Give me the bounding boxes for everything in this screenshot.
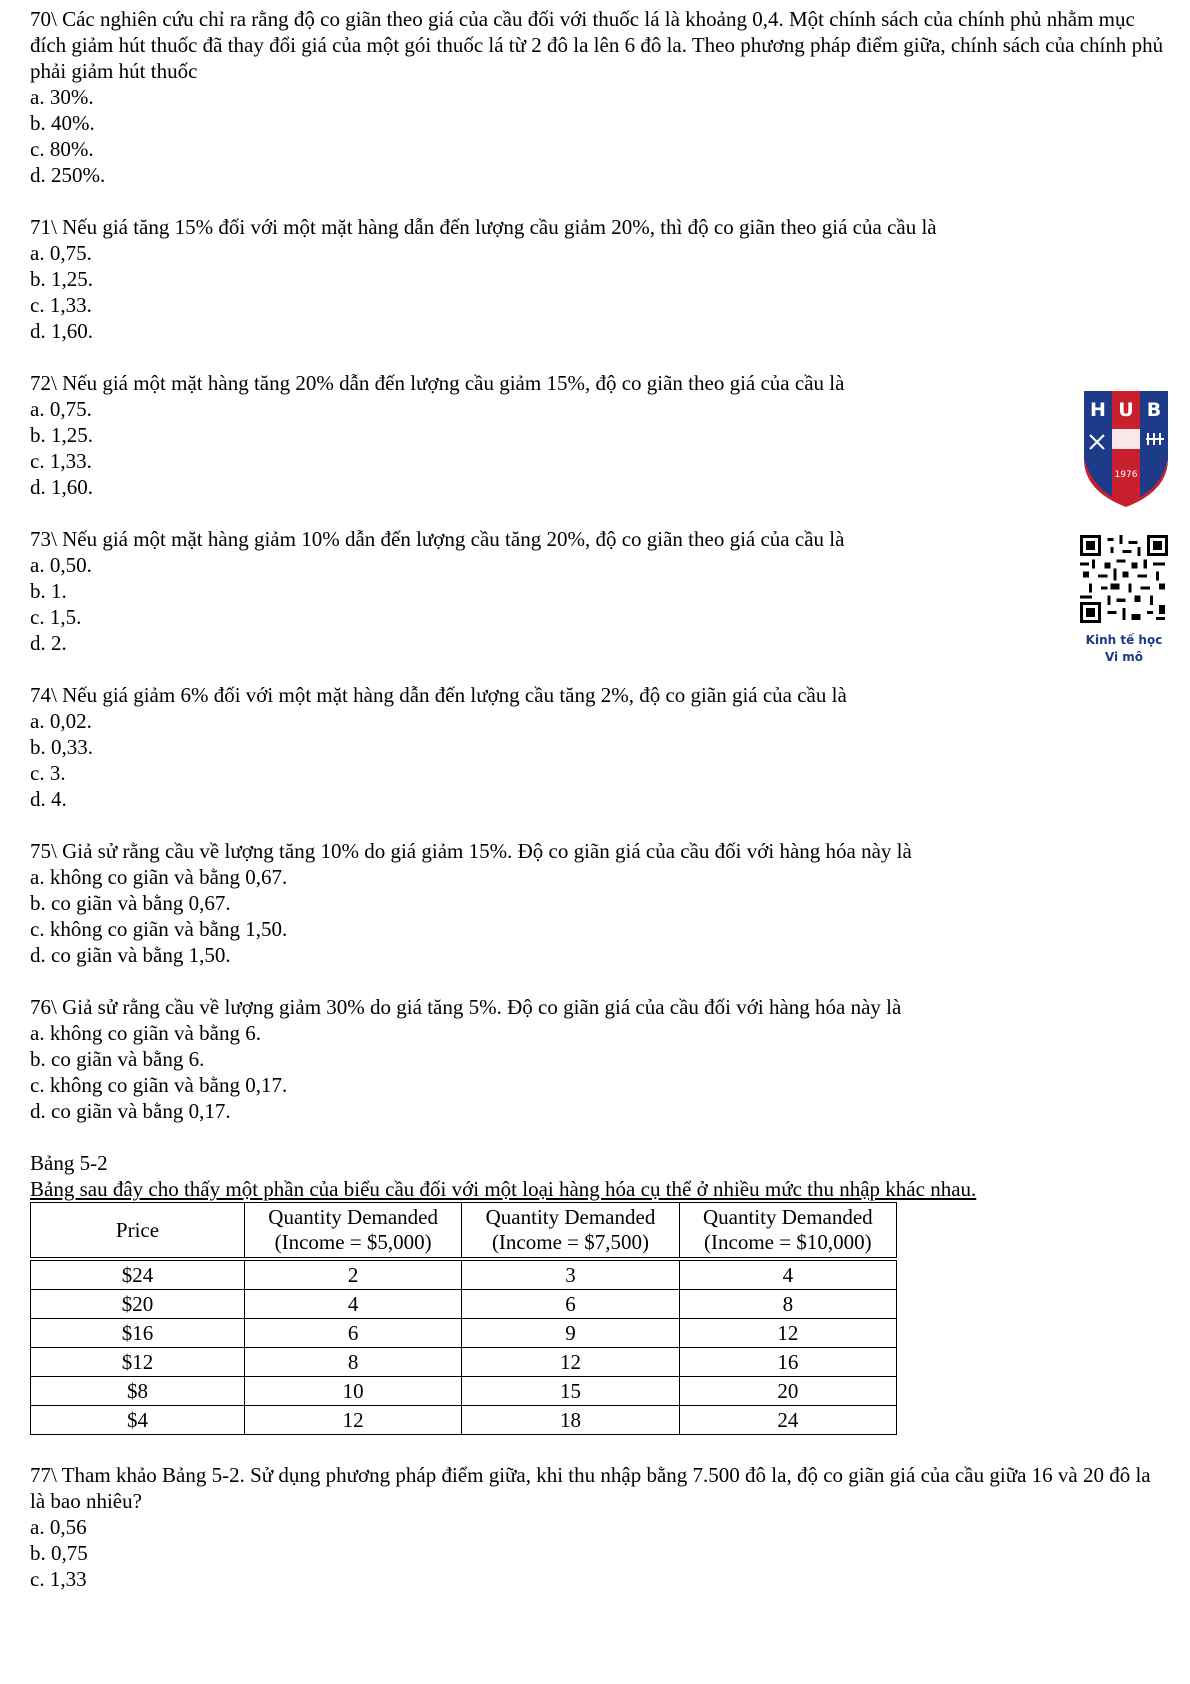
answer-option: c. 1,33. xyxy=(30,293,92,317)
answer-option: b. co giãn và bằng 6. xyxy=(30,1047,205,1071)
table-row xyxy=(31,1319,897,1348)
question-text: 71\ Nếu giá tăng 15% đối với một mặt hàng dẫn đến lượng cầu giảm 20%, thì độ co giãn theo giá của cầu là xyxy=(30,215,937,239)
answer-option: d. 4. xyxy=(30,787,67,811)
answer-option: d. 1,60. xyxy=(30,319,93,343)
header-line: Quantity Demanded xyxy=(702,1205,873,1229)
document-body xyxy=(30,6,1170,1618)
answer-option: d. 2. xyxy=(30,631,67,655)
question-70 xyxy=(30,6,1170,188)
header-line: (Income = $10,000) xyxy=(704,1230,872,1254)
table-title: Bảng 5-2 xyxy=(30,1151,108,1175)
header-line: (Income = $7,500) xyxy=(491,1230,649,1254)
table-cell-price: $20 xyxy=(31,1290,245,1319)
table-cell: 2 xyxy=(244,1259,461,1290)
answer-option: b. 0,33. xyxy=(30,735,93,759)
logo-letter: H xyxy=(1090,399,1106,421)
answer-option: a. 0,02. xyxy=(30,709,92,733)
answer-option: c. 1,33 xyxy=(30,1567,87,1591)
table-row xyxy=(31,1377,897,1406)
answer-option: c. 3. xyxy=(30,761,66,785)
table-cell-price: $12 xyxy=(31,1348,245,1377)
table-cell: 18 xyxy=(462,1406,679,1435)
table-cell: 4 xyxy=(244,1290,461,1319)
table-cell: 9 xyxy=(462,1319,679,1348)
table-cell: 10 xyxy=(244,1377,461,1406)
answer-option: b. 1. xyxy=(30,579,67,603)
answer-option: c. 1,5. xyxy=(30,605,82,629)
question-72 xyxy=(30,370,1170,500)
answer-option: b. co giãn và bằng 0,67. xyxy=(30,891,231,915)
question-76 xyxy=(30,994,1170,1124)
question-text: 75\ Giả sử rằng cầu về lượng tăng 10% do giá giảm 15%. Độ co giãn giá của cầu đối với hàng hóa này là xyxy=(30,839,912,863)
table-caption: Bảng sau đây cho thấy một phần của biểu cầu đối với một loại hàng hóa cụ thể ở nhiều mức thu nhập khác nhau. xyxy=(30,1177,977,1201)
table-cell-price: $24 xyxy=(31,1259,245,1290)
question-text: 72\ Nếu giá một mặt hàng tăng 20% dẫn đến lượng cầu giảm 15%, độ co giãn theo giá của cầu là xyxy=(30,371,845,395)
table-cell: 8 xyxy=(679,1290,896,1319)
answer-option: b. 1,25. xyxy=(30,267,93,291)
question-text: 74\ Nếu giá giảm 6% đối với một mặt hàng dẫn đến lượng cầu tăng 2%, độ co giãn giá của cầu là xyxy=(30,683,847,707)
question-73 xyxy=(30,526,1170,656)
table-row xyxy=(31,1259,897,1290)
header-line: (Income = $5,000) xyxy=(274,1230,432,1254)
header-quantity-income-10000 xyxy=(679,1203,896,1260)
answer-option: d. 1,60. xyxy=(30,475,93,499)
course-caption-line: Kinh tế học xyxy=(1085,633,1163,647)
question-text: 76\ Giả sử rằng cầu về lượng giảm 30% do giá tăng 5%. Độ co giãn giá của cầu đối với hàng hóa này là xyxy=(30,995,902,1019)
table-cell: 24 xyxy=(679,1406,896,1435)
answer-option: c. 1,33. xyxy=(30,449,92,473)
answer-option: d. co giãn và bằng 1,50. xyxy=(30,943,231,967)
answer-option: c. không co giãn và bằng 0,17. xyxy=(30,1073,288,1097)
answer-option: a. 30%. xyxy=(30,85,94,109)
answer-option: a. 0,50. xyxy=(30,553,92,577)
answer-option: a. 0,75. xyxy=(30,397,92,421)
question-71 xyxy=(30,214,1170,344)
header-line: Quantity Demanded xyxy=(268,1205,438,1229)
table-cell: 8 xyxy=(244,1348,461,1377)
table-cell: 12 xyxy=(244,1406,461,1435)
hub-university-logo xyxy=(1082,387,1170,509)
table-cell: 16 xyxy=(679,1348,896,1377)
answer-option: b. 1,25. xyxy=(30,423,93,447)
answer-option: d. 250%. xyxy=(30,163,106,187)
logo-year: 1976 xyxy=(1114,470,1138,480)
question-77 xyxy=(30,1462,1170,1592)
answer-option: a. 0,75. xyxy=(30,241,92,265)
table-row xyxy=(31,1290,897,1319)
table-cell: 6 xyxy=(244,1319,461,1348)
answer-option: b. 0,75 xyxy=(30,1541,88,1565)
table-cell: 3 xyxy=(462,1259,679,1290)
course-caption xyxy=(1064,632,1184,666)
qr-code-icon xyxy=(1080,535,1168,623)
answer-option: a. 0,56 xyxy=(30,1515,87,1539)
table-cell: 15 xyxy=(462,1377,679,1406)
answer-option: a. không co giãn và bằng 0,67. xyxy=(30,865,288,889)
demand-schedule-table xyxy=(30,1202,897,1435)
question-75 xyxy=(30,838,1170,968)
logo-letter: B xyxy=(1146,399,1162,421)
header-line: Quantity Demanded xyxy=(485,1205,656,1229)
table-header-row xyxy=(31,1203,897,1260)
header-price xyxy=(31,1203,245,1260)
question-text: 77\ Tham khảo Bảng 5-2. Sử dụng phương pháp điểm giữa, khi thu nhập bằng 7.500 đô la, độ co giãn giá của cầu giữa 16 và 20 đô la là bao nhiêu? xyxy=(30,1463,1151,1513)
header-price-label: Price xyxy=(115,1217,160,1242)
table-cell: 12 xyxy=(462,1348,679,1377)
answer-option: d. co giãn và bằng 0,17. xyxy=(30,1099,231,1123)
table-cell-price: $4 xyxy=(31,1406,245,1435)
answer-option: c. không co giãn và bằng 1,50. xyxy=(30,917,288,941)
logo-letter: U xyxy=(1118,399,1134,421)
header-quantity-income-5000 xyxy=(244,1203,461,1260)
header-quantity-income-7500 xyxy=(462,1203,679,1260)
answer-option: c. 80%. xyxy=(30,137,94,161)
table-cell: 20 xyxy=(679,1377,896,1406)
table-cell: 12 xyxy=(679,1319,896,1348)
course-caption-line: Vi mô xyxy=(1104,650,1144,664)
question-74 xyxy=(30,682,1170,812)
answer-option: a. không co giãn và bằng 6. xyxy=(30,1021,261,1045)
table-cell-price: $8 xyxy=(31,1377,245,1406)
question-text: 73\ Nếu giá một mặt hàng giảm 10% dẫn đến lượng cầu tăng 20%, độ co giãn theo giá của cầu là xyxy=(30,527,845,551)
table-row xyxy=(31,1406,897,1435)
table-cell: 6 xyxy=(462,1290,679,1319)
table-row xyxy=(31,1348,897,1377)
question-text: 70\ Các nghiên cứu chỉ ra rằng độ co giãn theo giá của cầu đối với thuốc lá là khoảng 0,4. Một chính sách của chính phủ nhằm mục đích giảm hút thuốc đã thay đổi giá của một gói thuốc lá từ 2 đô la lên 6 đô la. Theo phương pháp điểm giữa, chính sách của chính phủ phải giảm hút thuốc xyxy=(30,7,1164,83)
answer-option: b. 40%. xyxy=(30,111,95,135)
table-cell: 4 xyxy=(679,1259,896,1290)
table-cell-price: $16 xyxy=(31,1319,245,1348)
